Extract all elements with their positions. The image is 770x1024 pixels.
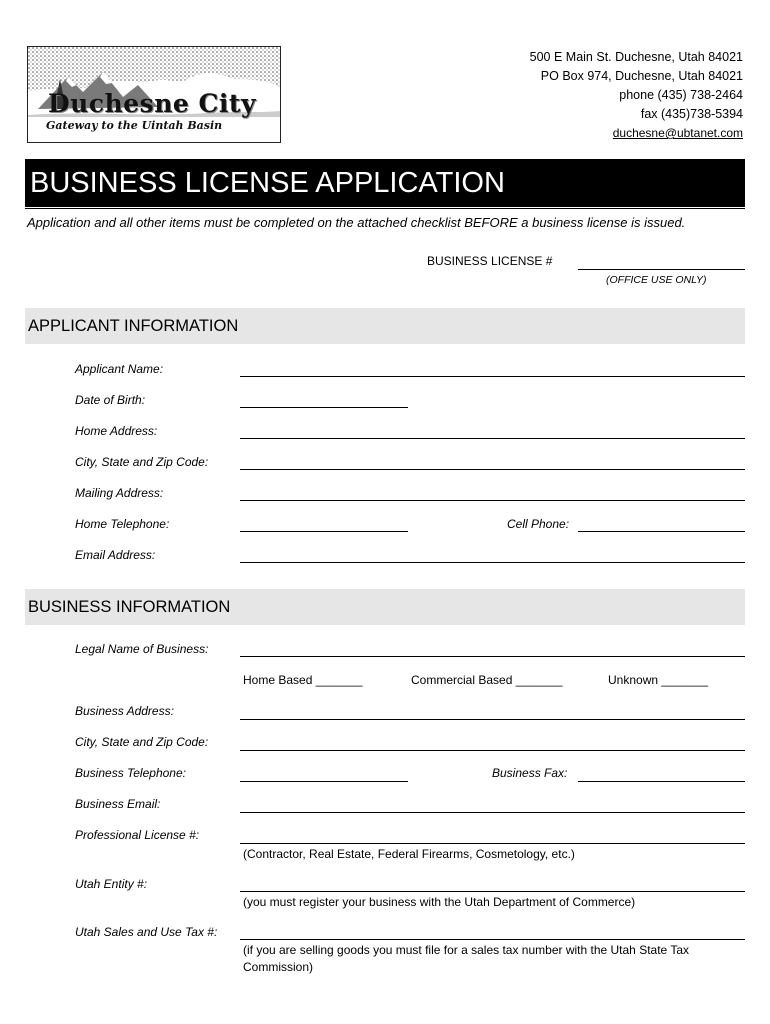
utah-entity-note: (you must register your business with the Utah Department of Commerce) [243, 895, 636, 909]
instruction-text: Application and all other items must be completed on the attached checklist BEFORE a business license is issued. [27, 215, 686, 230]
sales-tax-field[interactable] [240, 939, 745, 940]
duchesne-city-logo [27, 46, 281, 143]
dob-field[interactable] [240, 407, 408, 408]
logo-name: Duchesne City [48, 89, 256, 118]
utah-entity-label: Utah Entity #: [75, 877, 148, 891]
email-address-label: Email Address: [75, 548, 156, 562]
sales-tax-note-line-2: Commission) [243, 960, 314, 974]
sales-tax-note-line-1: (if you are selling goods you must file for a sales tax number with the Utah State Tax [243, 943, 690, 957]
logo-tagline: Gateway to the Uintah Basin [46, 119, 223, 132]
home-address-field[interactable] [240, 438, 745, 439]
applicant-name-field[interactable] [240, 376, 745, 377]
unknown-option[interactable]: Unknown _______ [608, 673, 709, 687]
email-address-field[interactable] [240, 562, 745, 563]
cell-phone-field[interactable] [578, 531, 745, 532]
applicant-name-label: Applicant Name: [75, 362, 164, 376]
utah-entity-field[interactable] [240, 891, 745, 892]
applicant-section-header [25, 308, 745, 344]
business-telephone-field[interactable] [240, 781, 408, 782]
professional-license-field[interactable] [240, 843, 745, 844]
city-state-zip-field[interactable] [240, 469, 745, 470]
license-number-label: BUSINESS LICENSE # [427, 254, 553, 268]
business-email-field[interactable] [240, 812, 745, 813]
business-fax-label: Business Fax: [492, 766, 568, 780]
business-city-state-zip-field[interactable] [240, 750, 745, 751]
business-address-label: Business Address: [75, 704, 174, 718]
legal-name-field[interactable] [240, 656, 745, 657]
mailing-address-label: Mailing Address: [75, 486, 164, 500]
business-section-header [25, 589, 745, 625]
email-link[interactable]: duchesne@ubtanet.com [612, 126, 743, 140]
applicant-section-title: APPLICANT INFORMATION [28, 317, 239, 335]
business-fax-field[interactable] [578, 781, 745, 782]
home-address-label: Home Address: [75, 424, 158, 438]
dob-label: Date of Birth: [75, 393, 146, 407]
home-telephone-field[interactable] [240, 531, 408, 532]
professional-license-note: (Contractor, Real Estate, Federal Firearms, Cosmetology, etc.) [243, 847, 575, 861]
cell-phone-label: Cell Phone: [507, 517, 570, 531]
address-line-1: 500 E Main St. Duchesne, Utah 84021 [529, 50, 743, 64]
professional-license-label: Professional License #: [75, 828, 200, 842]
sales-tax-label: Utah Sales and Use Tax #: [75, 925, 218, 939]
business-email-label: Business Email: [75, 797, 161, 811]
city-state-zip-label: City, State and Zip Code: [75, 455, 209, 469]
address-line-2: PO Box 974, Duchesne, Utah 84021 [540, 69, 743, 83]
title-bar [25, 159, 745, 207]
office-use-note: (OFFICE USE ONLY) [606, 274, 707, 286]
title-rule [25, 208, 745, 209]
business-telephone-label: Business Telephone: [75, 766, 186, 780]
mailing-address-field[interactable] [240, 500, 745, 501]
home-based-option[interactable]: Home Based _______ [243, 673, 363, 687]
license-number-field[interactable] [578, 269, 745, 270]
page-title: BUSINESS LICENSE APPLICATION [30, 167, 505, 199]
home-telephone-label: Home Telephone: [75, 517, 170, 531]
business-section-title: BUSINESS INFORMATION [28, 598, 231, 616]
commercial-based-option[interactable]: Commercial Based _______ [411, 673, 563, 687]
business-address-field[interactable] [240, 719, 745, 720]
phone-line: phone (435) 738-2464 [619, 88, 743, 102]
fax-line: fax (435)738-5394 [640, 107, 743, 121]
business-city-state-zip-label: City, State and Zip Code: [75, 735, 209, 749]
legal-name-label: Legal Name of Business: [75, 642, 209, 656]
